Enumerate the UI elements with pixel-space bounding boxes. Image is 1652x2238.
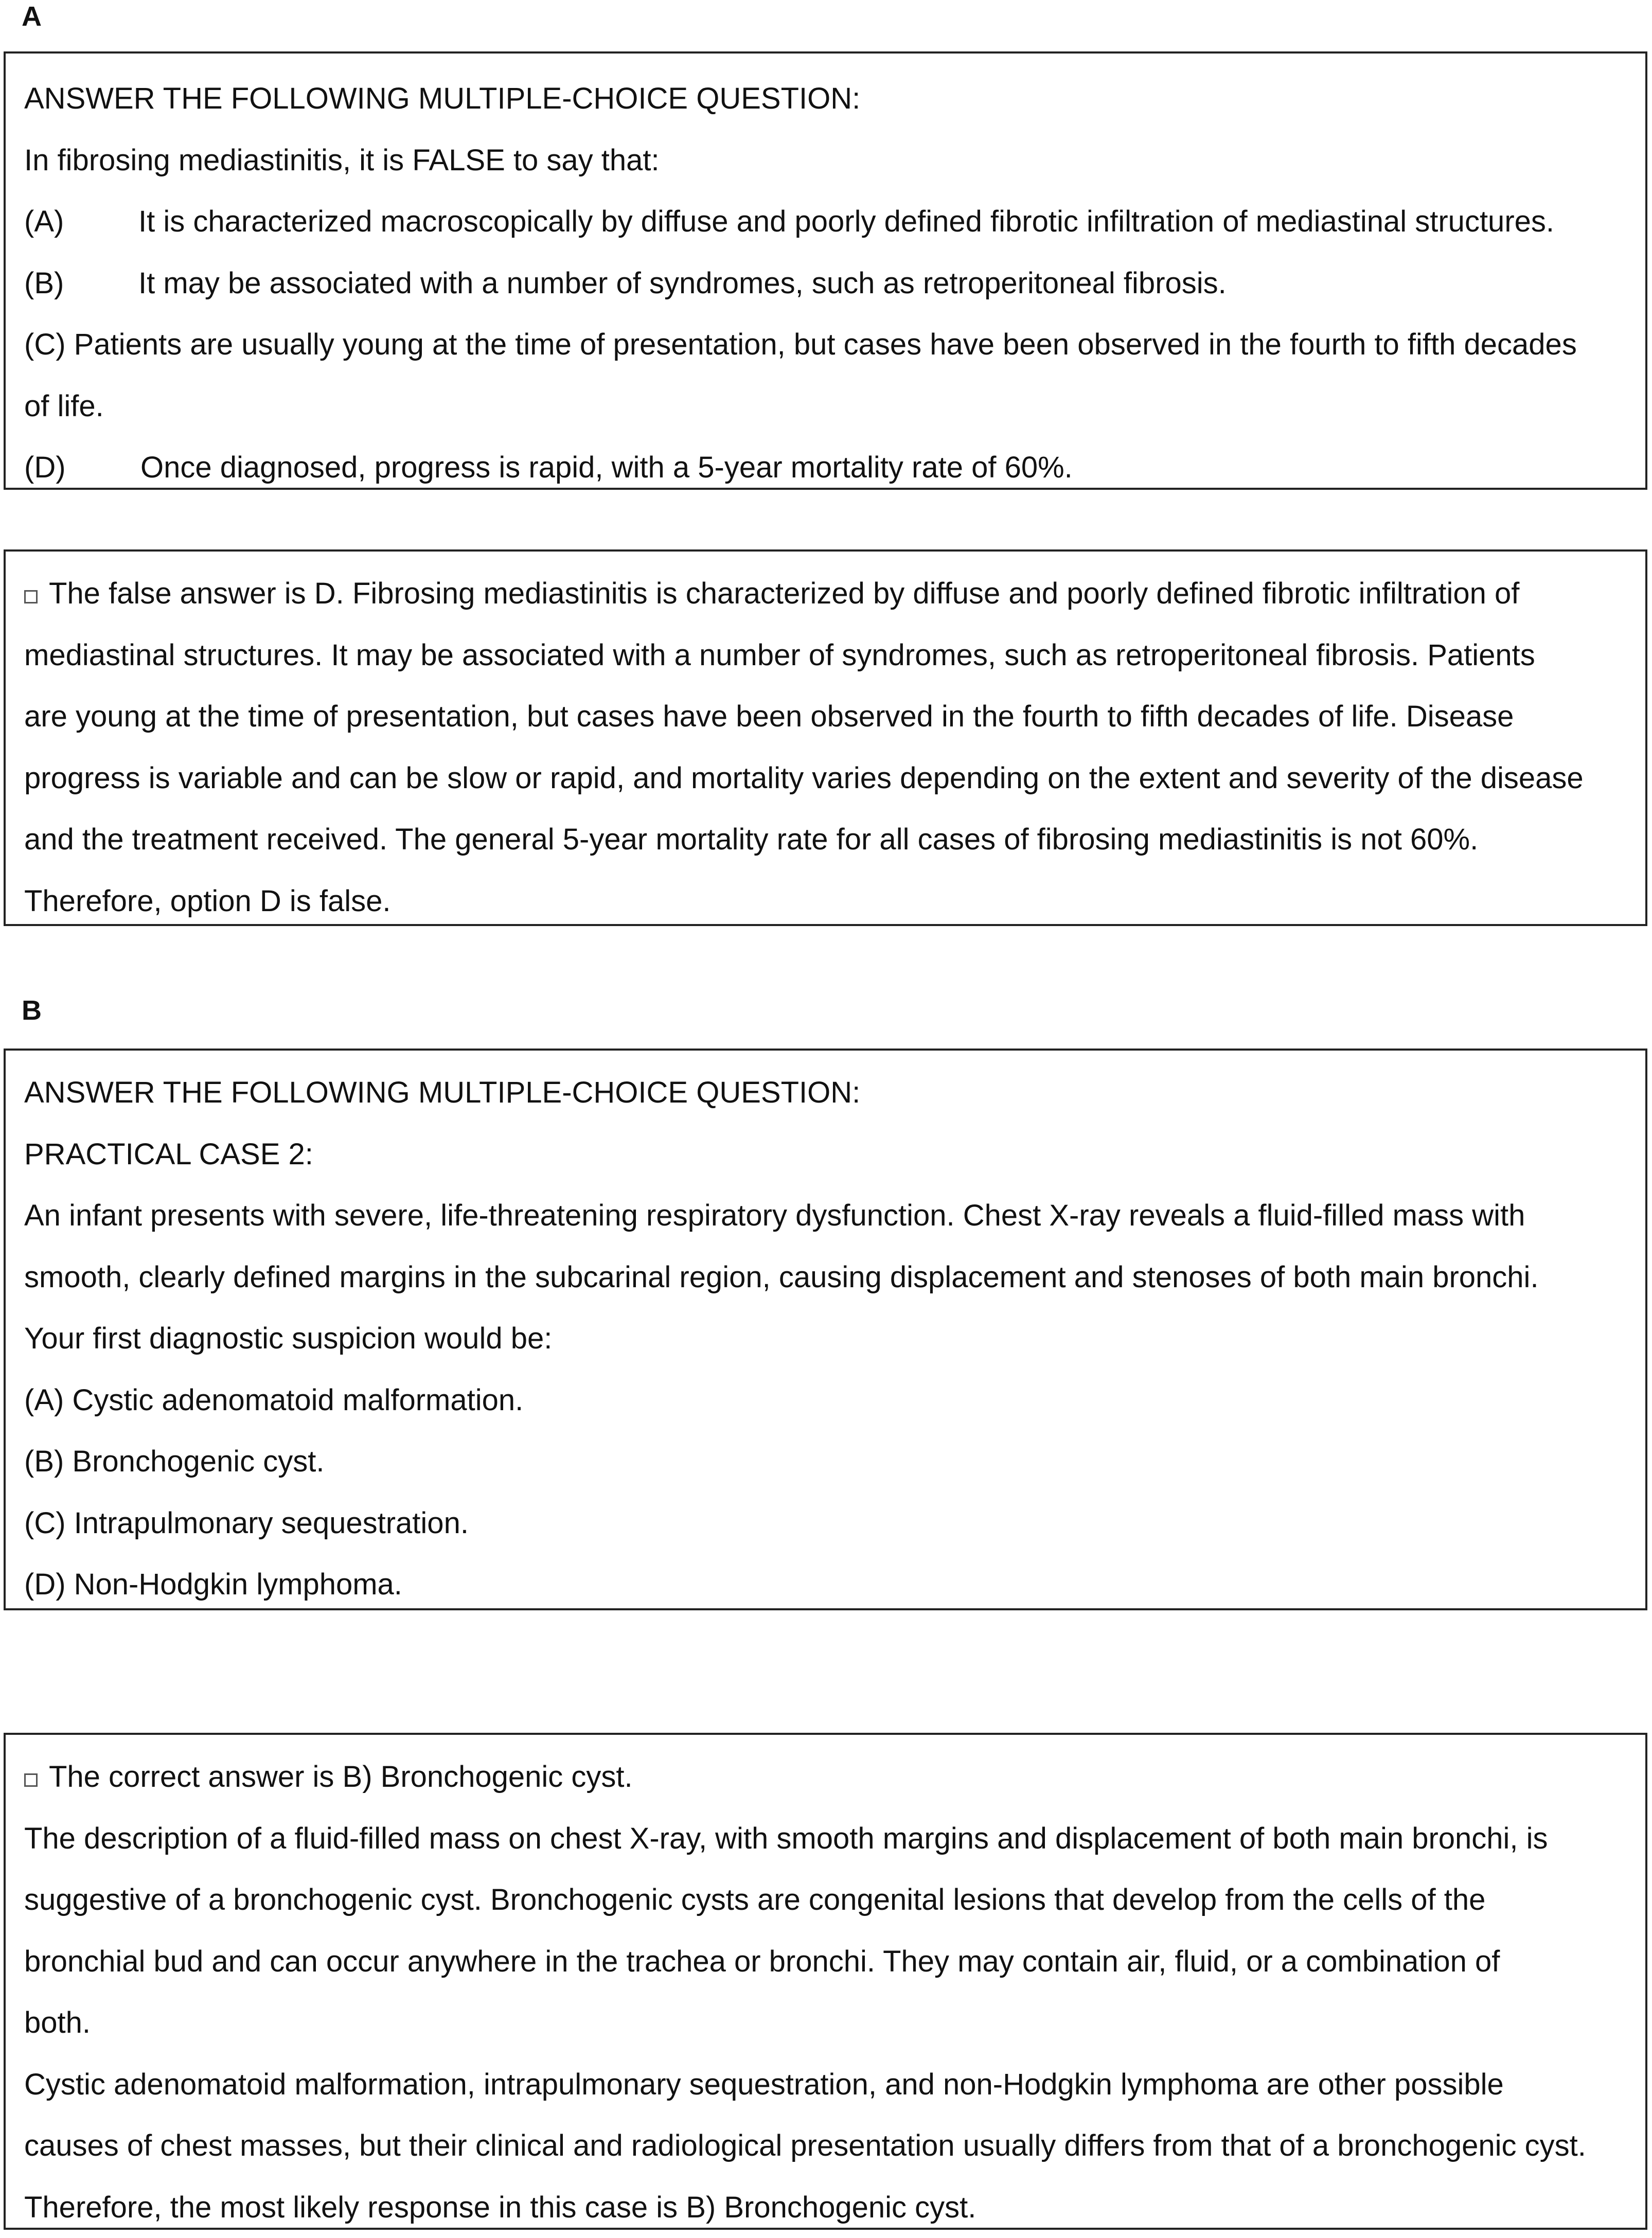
empty-square-icon bbox=[24, 1773, 38, 1787]
answer-b-line: The description of a fluid-filled mass on chest X-ray, with smooth margins and displacement of both main bronchi, is bbox=[24, 1808, 1627, 1870]
question-a-line: ANSWER THE FOLLOWING MULTIPLE-CHOICE QUESTION: bbox=[24, 68, 1627, 130]
question-a-option-c-line1: (C) Patients are usually young at the time of presentation, but cases have been observed in the fourth to fifth decades bbox=[24, 314, 1627, 376]
answer-a-line bbox=[24, 563, 1627, 625]
answer-b-box bbox=[4, 1733, 1647, 2230]
question-a-stem: In fibrosing mediastinitis, it is FALSE to say that: bbox=[24, 130, 1627, 191]
option-letter: (A) bbox=[24, 191, 138, 253]
answer-a-line: mediastinal structures. It may be associated with a number of syndromes, such as retroperitoneal fibrosis. Patients bbox=[24, 625, 1627, 686]
answer-b-text: The correct answer is B) Bronchogenic cyst. bbox=[49, 1760, 633, 1793]
question-b-box bbox=[4, 1049, 1647, 1610]
answer-b-line: both. bbox=[24, 1992, 1627, 2054]
question-b-line: An infant presents with severe, life-threatening respiratory dysfunction. Chest X-ray reveals a fluid-filled mass with bbox=[24, 1185, 1627, 1247]
answer-b-line: Cystic adenomatoid malformation, intrapulmonary sequestration, and non-Hodgkin lymphoma are other possible bbox=[24, 2054, 1627, 2116]
answer-a-box bbox=[4, 549, 1647, 926]
option-letter: (B) bbox=[24, 253, 138, 314]
section-b-label: B bbox=[22, 995, 42, 1026]
empty-square-icon bbox=[24, 590, 38, 603]
question-b-line: Your first diagnostic suspicion would be: bbox=[24, 1308, 1627, 1370]
answer-a-text: The false answer is D. Fibrosing mediastinitis is characterized by diffuse and poorly defined fibrotic infiltration of bbox=[49, 577, 1519, 610]
answer-b-line: causes of chest masses, but their clinical and radiological presentation usually differs from that of a bronchogenic cyst. bbox=[24, 2115, 1627, 2177]
answer-a-line: progress is variable and can be slow or rapid, and mortality varies depending on the extent and severity of the disease bbox=[24, 748, 1627, 809]
question-b-line: PRACTICAL CASE 2: bbox=[24, 1124, 1627, 1185]
question-b-option-d: (D) Non-Hodgkin lymphoma. bbox=[24, 1554, 1627, 1615]
answer-b-line bbox=[24, 1746, 1627, 1808]
answer-a-line: Therefore, option D is false. bbox=[24, 871, 1627, 932]
section-a-label: A bbox=[22, 1, 42, 32]
question-b-option-b: (B) Bronchogenic cyst. bbox=[24, 1431, 1627, 1493]
option-text: It is characterized macroscopically by diffuse and poorly defined fibrotic infiltration of mediastinal structures. bbox=[138, 205, 1554, 238]
question-a-box bbox=[4, 51, 1647, 490]
answer-a-line: and the treatment received. The general 5-year mortality rate for all cases of fibrosing mediastinitis is not 60%. bbox=[24, 809, 1627, 871]
question-a-option-d bbox=[24, 437, 1627, 499]
question-b-option-a: (A) Cystic adenomatoid malformation. bbox=[24, 1370, 1627, 1431]
question-a-option-b bbox=[24, 253, 1627, 314]
answer-b-line: suggestive of a bronchogenic cyst. Bronchogenic cysts are congenital lesions that develop from the cells of the bbox=[24, 1869, 1627, 1931]
answer-b-line: Therefore, the most likely response in this case is B) Bronchogenic cyst. bbox=[24, 2177, 1627, 2238]
answer-b-line: bronchial bud and can occur anywhere in the trachea or bronchi. They may contain air, fluid, or a combination of bbox=[24, 1931, 1627, 1993]
question-a-option-c-line2: of life. bbox=[24, 376, 1627, 437]
question-b-line: smooth, clearly defined margins in the subcarinal region, causing displacement and stenoses of both main bronchi. bbox=[24, 1247, 1627, 1308]
option-text: It may be associated with a number of syndromes, such as retroperitoneal fibrosis. bbox=[138, 267, 1227, 300]
question-a-option-a bbox=[24, 191, 1627, 253]
question-b-option-c: (C) Intrapulmonary sequestration. bbox=[24, 1493, 1627, 1554]
option-text: Once diagnosed, progress is rapid, with a 5-year mortality rate of 60%. bbox=[140, 451, 1073, 484]
option-letter: (D) bbox=[24, 437, 140, 499]
answer-a-line: are young at the time of presentation, but cases have been observed in the fourth to fifth decades of life. Disease bbox=[24, 686, 1627, 748]
question-b-line: ANSWER THE FOLLOWING MULTIPLE-CHOICE QUESTION: bbox=[24, 1062, 1627, 1124]
